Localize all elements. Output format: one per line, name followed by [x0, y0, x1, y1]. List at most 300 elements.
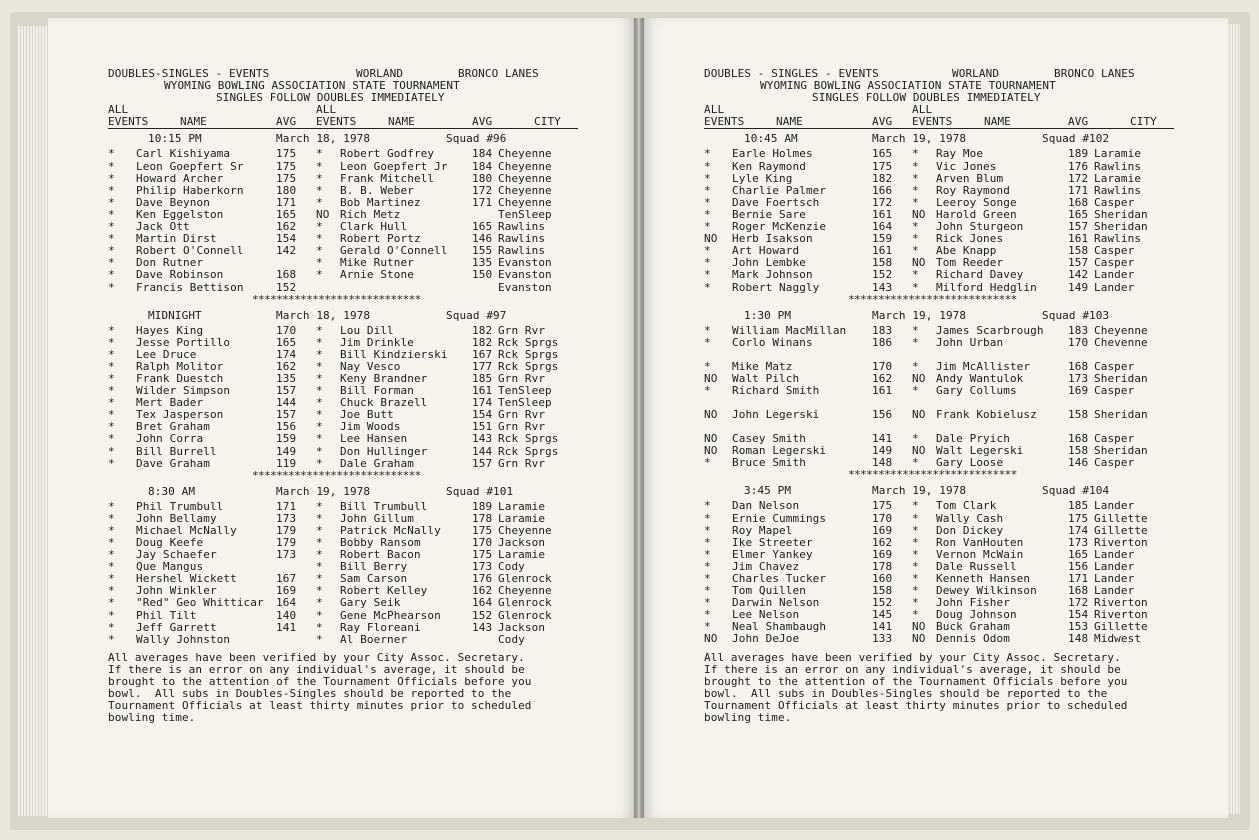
all-events-mark-2: *: [316, 232, 323, 246]
average-2: 172: [472, 183, 493, 197]
all-events-mark-1: *: [704, 244, 711, 258]
all-events-mark-2: *: [912, 523, 919, 537]
all-events-mark-2: *: [912, 268, 919, 282]
bowler-name-2: Lou Dill: [340, 323, 394, 337]
average-1: 162: [872, 371, 893, 385]
city: Grn Rvr: [498, 408, 546, 422]
bowler-name-1: Herb Isakson: [732, 232, 813, 246]
bowler-name-2: Gary Collums: [936, 383, 1017, 397]
average-1: 179: [276, 536, 297, 549]
footer-line: All averages have been verified by your City Assoc. Secretary.: [704, 650, 1121, 664]
all-events-mark-1: *: [108, 396, 115, 410]
average-1: 141: [276, 620, 297, 634]
all-events-mark-2: *: [316, 147, 323, 161]
table-row: [108, 433, 578, 445]
average-1: 162: [276, 359, 297, 373]
all-events-mark-1: *: [108, 432, 115, 446]
all-events-mark-2: *: [316, 256, 323, 270]
bowler-name-1: Walt Pilch: [732, 371, 800, 385]
average-2: 172: [1068, 171, 1089, 185]
city: Cheyenne: [498, 523, 552, 537]
average-1: 168: [276, 268, 297, 282]
all-events-mark-2: *: [912, 183, 919, 197]
all-events-mark-2: *: [316, 432, 323, 446]
all-events-mark-2: *: [912, 232, 919, 246]
city: Laramie: [1094, 147, 1142, 161]
bowler-name-2: Rick Jones: [936, 232, 1004, 246]
bowler-name-2: Doug Johnson: [936, 608, 1017, 622]
bowler-name-2: Clark Hull: [340, 220, 408, 234]
all-events-mark-2: *: [316, 420, 323, 434]
left-page: [48, 18, 638, 818]
bowler-name-2: Gary Seik: [340, 596, 401, 610]
city: Rck Sprgs: [498, 359, 559, 373]
squad-date: March 19, 1978: [872, 484, 967, 498]
average-2: 162: [472, 584, 493, 598]
squad-time: 8:30 AM: [148, 484, 196, 498]
average-1: 175: [276, 147, 297, 161]
right-page-content: [704, 68, 1174, 724]
all-events-mark-1: NO: [704, 408, 718, 422]
footer-line: brought to the attention of the Tournament Officials before you: [108, 675, 532, 689]
col-name: NAME: [180, 115, 207, 129]
bowler-name-2: Bill Trumbull: [340, 499, 428, 513]
subtitle-line: [108, 92, 578, 104]
all-events-mark-1: NO: [704, 632, 718, 646]
bowler-name-2: Ron VanHouten: [936, 535, 1024, 549]
bowler-name-1: Ike Streeter: [732, 535, 813, 549]
header-title-mid: WORLAND: [952, 67, 1000, 80]
all-events-mark-1: *: [108, 371, 115, 385]
all-events-mark-1: *: [704, 383, 711, 397]
city: Cheyenne: [498, 195, 552, 209]
average-1: 179: [276, 523, 297, 537]
bowler-name-1: Wally Johnston: [136, 632, 231, 646]
all-events-mark-2: NO: [912, 207, 926, 221]
all-events-mark-2: *: [912, 383, 919, 397]
all-events-mark-2: *: [316, 572, 323, 586]
footer-line: If there is an error on any individual's average, it should be: [704, 662, 1121, 676]
all-events-mark-1: *: [108, 280, 115, 294]
average-2: 171: [1068, 183, 1089, 197]
bowler-name-1: Darwin Nelson: [732, 596, 820, 610]
average-1: 152: [872, 268, 893, 282]
col-name: NAME: [776, 115, 803, 129]
bowler-name-2: Kenneth Hansen: [936, 572, 1031, 585]
bowler-name-2: Dale Russell: [936, 559, 1017, 573]
all-events-mark-1: *: [108, 268, 115, 282]
page-edges-left: [18, 26, 50, 816]
all-events-mark-2: *: [912, 244, 919, 258]
header-title-left: DOUBLES - SINGLES - EVENTS: [704, 67, 879, 80]
bowler-name-2: John Fisher: [936, 596, 1010, 610]
all-events-mark-2: *: [316, 548, 323, 562]
average-1: 160: [872, 572, 893, 585]
all-events-mark-2: *: [316, 596, 323, 610]
column-header-bottom: [704, 116, 1174, 129]
all-events-mark-1: *: [704, 280, 711, 294]
bowler-name-2: Wally Cash: [936, 511, 1004, 525]
table-row: [704, 161, 1174, 173]
city: Cheyenne: [498, 159, 552, 173]
bowler-name-2: Jim McAllister: [936, 359, 1031, 373]
all-events-mark-1: *: [108, 408, 115, 422]
average-2: 185: [1068, 499, 1089, 513]
bowler-name-1: Phil Trumbull: [136, 499, 224, 513]
all-events-mark-2: *: [316, 536, 323, 549]
all-events-mark-2: *: [912, 572, 919, 585]
table-row: [704, 337, 1174, 349]
bowler-name-2: Bill Berry: [340, 560, 408, 574]
squad-date: March 19, 1978: [276, 484, 371, 498]
all-events-mark-2: *: [316, 632, 323, 646]
city: Lander: [1094, 268, 1135, 282]
all-events-mark-2: *: [316, 359, 323, 373]
all-events-mark-1: *: [108, 584, 115, 598]
city: Laramie: [498, 548, 546, 562]
bowler-name-1: Mert Bader: [136, 396, 204, 410]
all-events-mark-1: *: [704, 147, 711, 161]
bowler-name-1: Ernie Cummings: [732, 511, 827, 525]
right-page: [640, 18, 1228, 818]
bowler-name-1: Wilder Simpson: [136, 384, 231, 398]
average-1: 145: [872, 608, 893, 622]
bowler-name-1: Tom Quillen: [732, 584, 806, 598]
all-events-mark-2: *: [912, 147, 919, 161]
all-events-mark-2: *: [912, 432, 919, 446]
all-events-mark-1: *: [108, 359, 115, 373]
city: TenSleep: [498, 384, 552, 398]
bowler-name-2: Ray Moe: [936, 147, 984, 161]
squad-number: Squad #96: [446, 132, 507, 146]
average-1: 157: [276, 384, 297, 398]
bowler-name-2: Jim Drinkle: [340, 335, 414, 349]
average-1: 159: [276, 432, 297, 446]
bowler-name-2: Bill Forman: [340, 384, 414, 398]
bowler-name-1: Roger McKenzie: [732, 220, 827, 234]
average-1: 119: [276, 456, 297, 470]
bowler-name-1: Hershel Wickett: [136, 572, 237, 586]
average-1: 169: [872, 547, 893, 561]
col-all: ALL: [108, 103, 129, 117]
average-1: 141: [872, 432, 893, 446]
squad-time: 3:45 PM: [744, 484, 792, 498]
bowler-name-2: Tom Clark: [936, 499, 997, 513]
average-1: 158: [872, 584, 893, 598]
average-2: 150: [472, 268, 493, 282]
all-events-mark-2: *: [316, 371, 323, 385]
bowler-name-1: Jesse Portillo: [136, 335, 231, 349]
col-name-2: NAME: [388, 115, 415, 129]
average-2: 144: [472, 444, 493, 458]
city: Riverton: [1094, 596, 1148, 610]
average-1: 161: [872, 383, 893, 397]
squad-date: March 18, 1978: [276, 308, 371, 322]
bowler-name-1: Elmer Yankey: [732, 547, 813, 561]
average-1: 164: [276, 596, 297, 610]
average-2: 175: [472, 548, 493, 562]
table-row: [704, 173, 1174, 185]
average-1: 166: [872, 183, 893, 197]
all-events-mark-2: *: [316, 159, 323, 173]
average-2: 157: [472, 456, 493, 470]
city: Cheyenne: [498, 584, 552, 598]
city: Sheridan: [1094, 444, 1148, 458]
average-2: 189: [472, 499, 493, 513]
city: Evanston: [498, 268, 552, 282]
bowler-name-1: Lyle King: [732, 171, 793, 185]
average-2: 135: [472, 256, 493, 270]
bowler-name-1: John Legerski: [732, 408, 820, 422]
table-row: [704, 537, 1174, 549]
average-2: 182: [472, 335, 493, 349]
col-city: CITY: [534, 115, 561, 129]
squad-separator: ****************************: [252, 468, 421, 482]
all-events-mark-2: *: [912, 171, 919, 185]
table-row: [704, 525, 1174, 537]
col-avg: AVG: [872, 115, 893, 129]
all-events-mark-1: *: [108, 523, 115, 537]
average-1: 157: [276, 408, 297, 422]
bowler-name-2: Roy Raymond: [936, 183, 1010, 197]
col-city: CITY: [1130, 115, 1157, 129]
average-2: 168: [1068, 584, 1089, 598]
average-1: 162: [872, 535, 893, 549]
table-row: [108, 173, 578, 185]
all-events-mark-2: *: [316, 347, 323, 361]
bowler-name-1: Neal Shambaugh: [732, 620, 827, 634]
all-events-mark-1: *: [108, 207, 115, 221]
squad-header: [704, 310, 1174, 323]
bowler-name-2: Bill Kindzierski: [340, 347, 448, 361]
squad-time: 10:15 PM: [148, 132, 202, 146]
bowler-name-1: John Corra: [136, 432, 204, 446]
bowler-name-2: B. B. Weber: [340, 183, 414, 197]
bowler-name-1: Charles Tucker: [732, 572, 827, 585]
average-2: 153: [1068, 620, 1089, 634]
average-2: 149: [1068, 280, 1089, 294]
average-1: 175: [872, 499, 893, 513]
bowler-name-1: Robert O'Connell: [136, 244, 244, 258]
average-2: 172: [1068, 596, 1089, 610]
average-1: 161: [872, 207, 893, 221]
all-events-mark-1: *: [704, 159, 711, 173]
average-1: 149: [872, 444, 893, 458]
city: Evanston: [498, 280, 552, 294]
average-2: 176: [1068, 159, 1089, 173]
bowler-name-2: Ray Floreani: [340, 620, 421, 634]
city: Casper: [1094, 383, 1135, 397]
header-title-left: DOUBLES-SINGLES - EVENTS: [108, 67, 270, 80]
all-events-mark-1: *: [704, 584, 711, 598]
bowler-name-1: John Lembke: [732, 256, 806, 270]
average-1: 171: [276, 195, 297, 209]
footer-line: All averages have been verified by your City Assoc. Secretary.: [108, 650, 525, 664]
all-events-mark-1: NO: [704, 232, 718, 246]
average-2: 158: [1068, 244, 1089, 258]
average-2: 171: [1068, 572, 1089, 585]
header-title-mid: WORLAND: [356, 67, 404, 80]
average-2: 155: [472, 244, 493, 258]
average-1: 140: [276, 608, 297, 622]
city: Rawlins: [1094, 232, 1142, 246]
all-events-mark-2: NO: [912, 408, 926, 422]
table-row: [704, 633, 1174, 645]
average-1: 148: [872, 456, 893, 470]
bowler-name-1: John Bellamy: [136, 511, 217, 525]
all-events-mark-2: *: [316, 444, 323, 458]
city: TenSleep: [498, 396, 552, 410]
bowler-name-1: Bill Burrell: [136, 444, 217, 458]
bowler-name-2: Keny Brandner: [340, 371, 428, 385]
bowler-name-1: Casey Smith: [732, 432, 806, 446]
bowler-name-2: Robert Portz: [340, 232, 421, 246]
bowler-name-1: Dave Robinson: [136, 268, 224, 282]
all-events-mark-1: *: [704, 195, 711, 209]
col-events-2: EVENTS: [912, 115, 953, 129]
average-1: 133: [872, 632, 893, 646]
association-title: WYOMING BOWLING ASSOCIATION STATE TOURNAMENT: [164, 79, 460, 93]
bowler-name-1: Lee Druce: [136, 347, 197, 361]
bowler-name-2: Bob Martinez: [340, 195, 421, 209]
squad-number: Squad #103: [1042, 308, 1110, 322]
average-1: 171: [276, 499, 297, 513]
average-2: 173: [1068, 535, 1089, 549]
average-2: 183: [1068, 323, 1089, 337]
city: Jackson: [498, 620, 546, 634]
average-1: 144: [276, 396, 297, 410]
bowler-name-1: Don Rutner: [136, 256, 204, 270]
average-1: 186: [872, 335, 893, 349]
city: Rck Sprgs: [498, 347, 559, 361]
all-events-mark-2: *: [316, 195, 323, 209]
all-events-mark-2: *: [316, 456, 323, 470]
bowler-name-1: Dave Beynon: [136, 195, 210, 209]
average-2: 180: [472, 171, 493, 185]
all-events-mark-1: *: [108, 147, 115, 161]
city: Evanston: [498, 256, 552, 270]
bowler-name-2: Chuck Brazell: [340, 396, 428, 410]
all-events-mark-2: *: [912, 596, 919, 610]
average-1: 161: [872, 244, 893, 258]
all-events-mark-2: *: [912, 559, 919, 573]
average-2: 177: [472, 359, 493, 373]
average-2: 165: [472, 220, 493, 234]
table-row: [704, 457, 1174, 469]
all-events-mark-2: *: [316, 183, 323, 197]
average-2: 173: [1068, 371, 1089, 385]
all-events-mark-1: *: [108, 323, 115, 337]
squad-date: March 19, 1978: [872, 132, 967, 146]
all-events-mark-2: *: [912, 335, 919, 349]
city: Lander: [1094, 280, 1135, 294]
average-2: 170: [472, 536, 493, 549]
bowler-name-1: John Winkler: [136, 584, 217, 598]
col-name-2: NAME: [984, 115, 1011, 129]
bowler-name-1: Leon Goepfert Sr: [136, 159, 244, 173]
average-1: 165: [872, 147, 893, 161]
average-2: 168: [1068, 359, 1089, 373]
squad-number: Squad #97: [446, 308, 507, 322]
bowler-name-2: John Gillum: [340, 511, 414, 525]
bowler-name-2: Sam Carson: [340, 572, 408, 586]
bowler-name-1: Lee Nelson: [732, 608, 800, 622]
average-1: 178: [872, 559, 893, 573]
all-events-mark-1: *: [704, 499, 711, 513]
bowler-name-1: Corlo Winans: [732, 335, 813, 349]
footer-note: [108, 652, 578, 725]
bowler-name-2: James Scarbrough: [936, 323, 1044, 337]
squad-header: [108, 133, 578, 146]
city: Rawlins: [1094, 183, 1142, 197]
footer-line: bowl. All subs in Doubles-Singles should be reported to the: [108, 687, 512, 701]
all-events-mark-1: *: [704, 559, 711, 573]
all-events-mark-1: *: [704, 171, 711, 185]
all-events-mark-1: *: [704, 359, 711, 373]
table-row: [704, 282, 1174, 294]
table-row: [108, 337, 578, 349]
all-events-mark-2: NO: [912, 371, 926, 385]
bowler-name-1: Que Mangus: [136, 560, 204, 574]
all-events-mark-1: *: [704, 511, 711, 525]
all-events-mark-2: *: [912, 195, 919, 209]
squad-header: [108, 310, 578, 323]
all-events-mark-2: *: [316, 396, 323, 410]
all-events-mark-2: *: [316, 244, 323, 258]
average-1: 169: [276, 584, 297, 598]
all-events-mark-1: *: [108, 171, 115, 185]
bowler-name-1: Michael McNally: [136, 523, 237, 537]
bowler-name-1: Howard Archer: [136, 171, 224, 185]
all-events-mark-2: *: [912, 535, 919, 549]
bowler-name-1: Ralph Molitor: [136, 359, 224, 373]
footer-line: If there is an error on any individual's average, it should be: [108, 662, 525, 676]
average-2: 165: [1068, 547, 1089, 561]
city: Casper: [1094, 256, 1135, 270]
footer-line: bowl. All subs in Doubles-Singles should be reported to the: [704, 686, 1108, 700]
all-events-mark-1: *: [108, 183, 115, 197]
average-1: 172: [872, 195, 893, 209]
average-1: 183: [872, 323, 893, 337]
average-1: 182: [872, 171, 893, 185]
bowler-name-2: Don Hullinger: [340, 444, 428, 458]
city: TenSleep: [498, 207, 552, 221]
city: Casper: [1094, 359, 1135, 373]
all-events-mark-2: *: [912, 608, 919, 622]
bowler-name-2: Robert Kelley: [340, 584, 428, 598]
all-events-mark-2: *: [316, 620, 323, 634]
city: Rck Sprgs: [498, 335, 559, 349]
all-events-mark-1: *: [704, 220, 711, 234]
association-title: WYOMING BOWLING ASSOCIATION STATE TOURNAMENT: [760, 79, 1056, 93]
col-events: EVENTS: [108, 115, 149, 129]
bowler-name-1: Bernie Sare: [732, 207, 806, 221]
subtitle-line: [704, 92, 1174, 104]
bowler-name-2: Dale Pryich: [936, 432, 1010, 446]
all-events-mark-2: *: [912, 456, 919, 470]
footer-line: Tournament Officials at least thirty minutes prior to scheduled: [704, 698, 1128, 712]
city: Laramie: [498, 511, 546, 525]
bowler-name-1: Dave Foertsch: [732, 195, 820, 209]
city: Cheyenne: [1094, 323, 1148, 337]
average-2: 161: [472, 384, 493, 398]
all-events-mark-1: *: [108, 608, 115, 622]
table-row: [704, 269, 1174, 281]
header-title-right: BRONCO LANES: [1054, 67, 1135, 80]
average-2: 178: [472, 511, 493, 525]
city: Casper: [1094, 195, 1135, 209]
bowler-name-1: Doug Keefe: [136, 536, 204, 549]
